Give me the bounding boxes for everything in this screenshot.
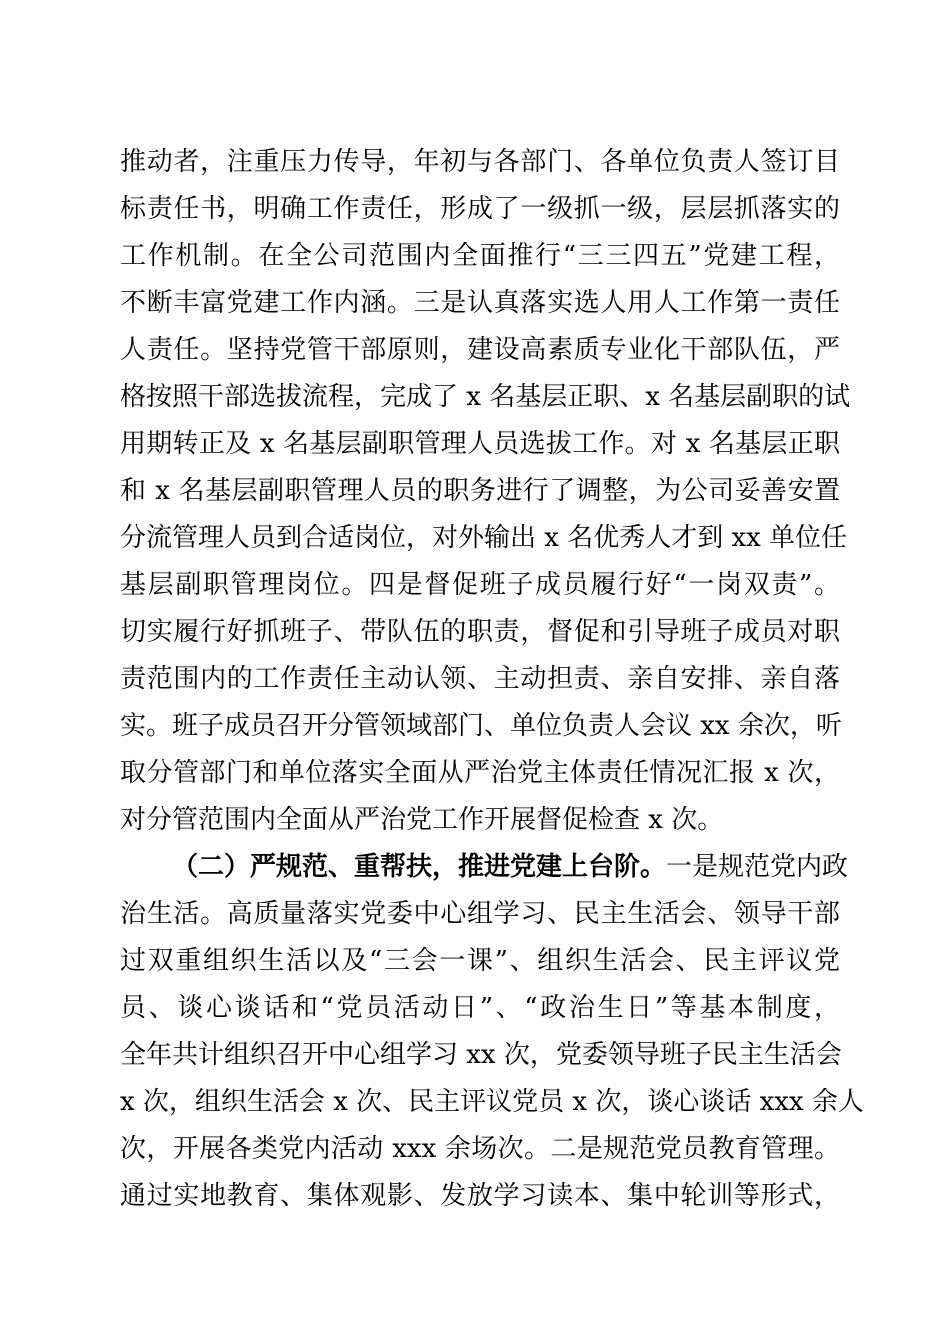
body-text-line: 取分管部门和单位落实全面从严治党主体责任情况汇报 x 次， bbox=[120, 758, 840, 788]
body-text-line: 切实履行好抓班子、带队伍的职责，督促和引导班子成员对职 bbox=[120, 617, 840, 647]
body-text-line: 全年共计组织召开中心组学习 xx 次，党委领导班子民主生活会 bbox=[120, 1040, 842, 1070]
body-text-line: 工作机制。在全公司范围内全面推行“三三四五”党建工程， bbox=[120, 241, 840, 271]
body-text-line: 责范围内的工作责任主动认领、主动担责、亲自安排、亲自落 bbox=[120, 664, 840, 694]
body-text-line: 推动者，注重压力传导，年初与各部门、各单位负责人签订目 bbox=[120, 147, 840, 177]
body-text-line: 和 x 名基层副职管理人员的职务进行了调整，为公司妥善安置 bbox=[120, 476, 840, 506]
body-text-line: 不断丰富党建工作内涵。三是认真落实选人用人工作第一责任 bbox=[120, 288, 840, 318]
body-text-line: 对分管范围内全面从严治党工作开展督促检查 x 次。 bbox=[120, 805, 724, 835]
body-text-line: 通过实地教育、集体观影、发放学习读本、集中轮训等形式， bbox=[120, 1181, 840, 1211]
section-heading-line bbox=[172, 847, 849, 887]
body-text-line: 治生活。高质量落实党委中心组学习、民主生活会、领导干部 bbox=[120, 899, 840, 929]
section-heading: （二）严规范、重帮扶，推进党建上台阶。 bbox=[172, 852, 667, 882]
body-text-line: 格按照干部选拔流程，完成了 x 名基层正职、x 名基层副职的试 bbox=[120, 382, 851, 412]
body-text-line: 人责任。坚持党管干部原则，建设高素质专业化干部队伍，严 bbox=[120, 335, 840, 365]
body-text-line: 用期转正及 x 名基层副职管理人员选拔工作。对 x 名基层正职 bbox=[120, 429, 840, 459]
body-text-line: 员、谈心谈话和“党员活动日”、“政治生日”等基本制度， bbox=[120, 993, 840, 1023]
body-text-line: 分流管理人员到合适岗位，对外输出 x 名优秀人才到 xx 单位任 bbox=[120, 523, 848, 553]
section-heading-rest: 一是规范党内政 bbox=[666, 852, 849, 882]
body-text-line: 实。班子成员召开分管领域部门、单位负责人会议 xx 余次，听 bbox=[120, 711, 842, 741]
body-text-line: 基层副职管理岗位。四是督促班子成员履行好“一岗双责”。 bbox=[120, 570, 840, 600]
body-text-line: 标责任书，明确工作责任，形成了一级抓一级，层层抓落实的 bbox=[120, 194, 840, 224]
body-text-line: 过双重组织生活以及“三会一课”、组织生活会、民主评议党 bbox=[120, 946, 840, 976]
body-text-line: x 次，组织生活会 x 次、民主评议党员 x 次，谈心谈话 xxx 余人 bbox=[120, 1087, 864, 1117]
body-text-line: 次，开展各类党内活动 xxx 余场次。二是规范党员教育管理。 bbox=[120, 1134, 840, 1164]
